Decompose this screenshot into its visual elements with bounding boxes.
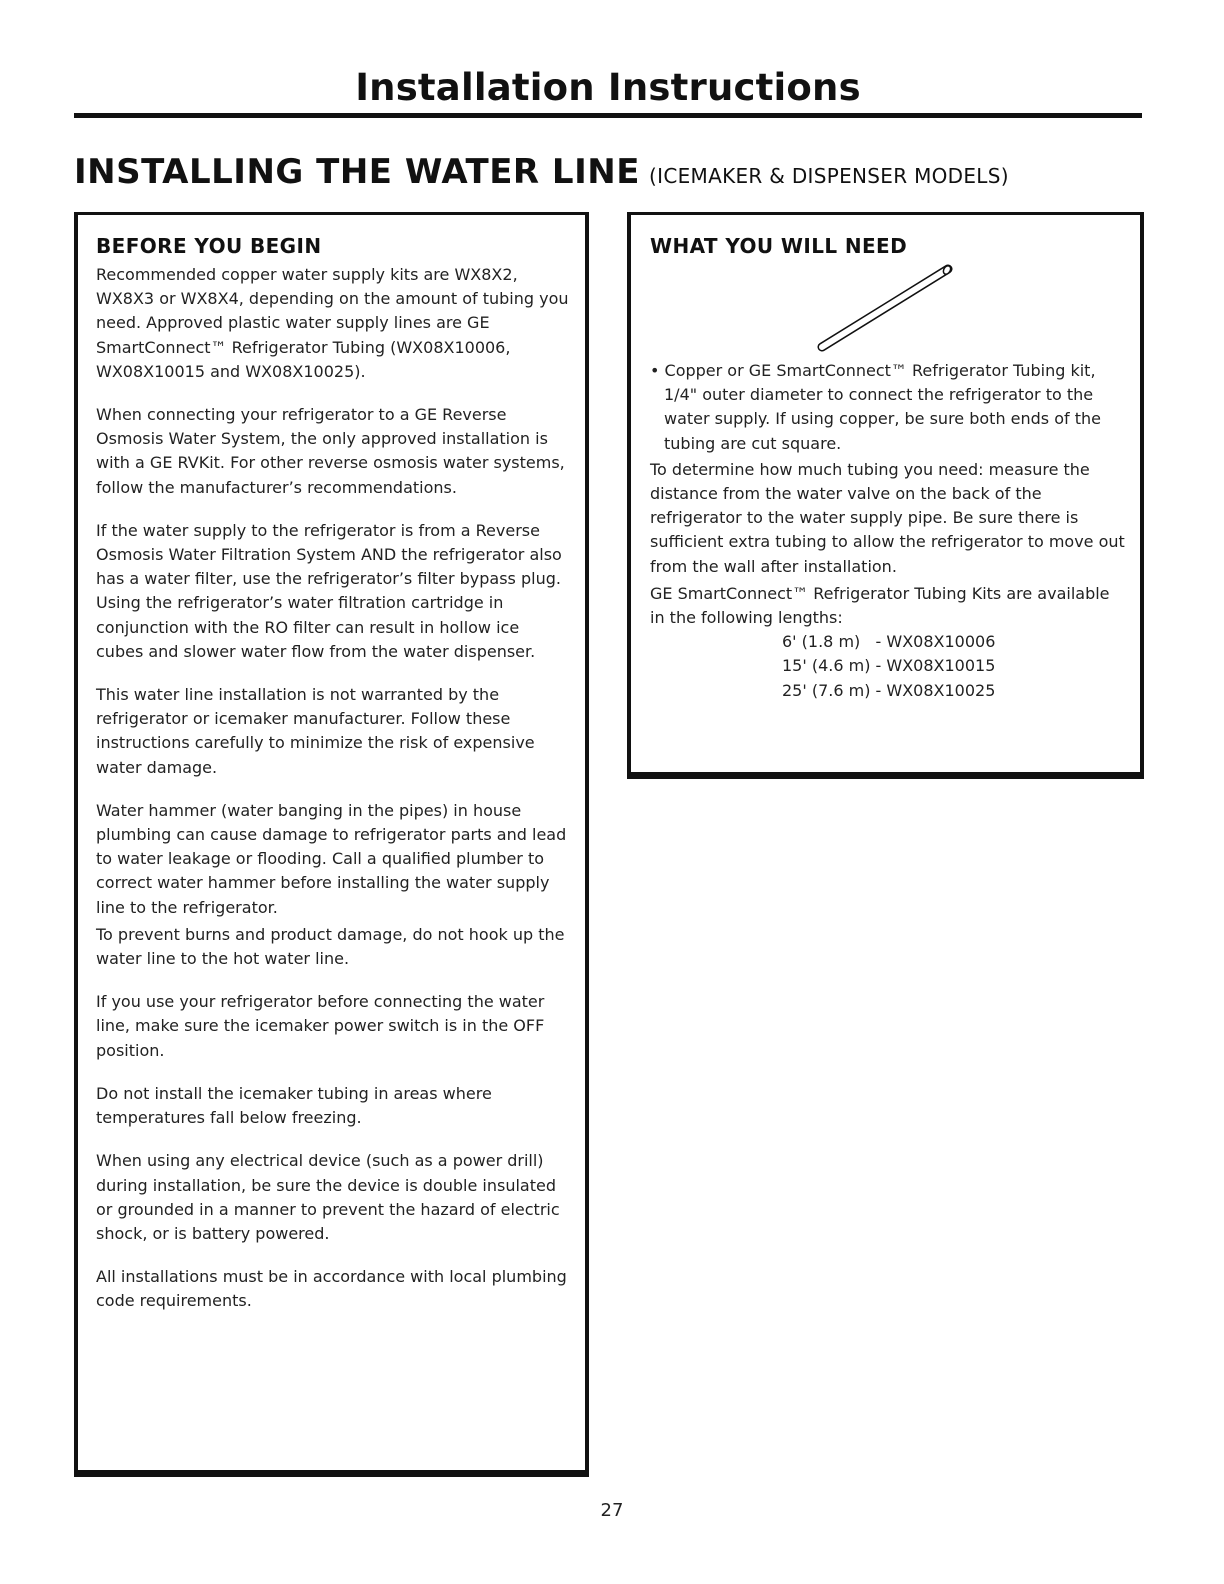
header-rule [74, 113, 1142, 118]
paragraph-filter-bypass: If the water supply to the refrigerator is from a Reverse Osmosis Water Filtration System AND the refrigerator also has a water filter, use the refrigerator’s filter bypass plug. Using the refrigerator’s water filtration cartridge in conjunction with the RO filter can result in hollow ice cubes and slower water flow from the water dispenser. [96, 520, 562, 661]
paragraph-freezing: Do not install the icemaker tubing in areas where temperatures fall below freezing. [96, 1083, 492, 1128]
tubing-illustration [650, 263, 1128, 359]
paragraph-hot-water: To prevent burns and product damage, do not hook up the water line to the hot water line. [96, 924, 565, 969]
paragraph-power-switch: If you use your refrigerator before connecting the water line, make sure the icemaker power switch is in the OFF position. [96, 992, 545, 1060]
paragraph-kit-lengths: GE SmartConnect™ Refrigerator Tubing Kits are available in the following lengths: [650, 583, 1110, 628]
tubing-lengths-list [782, 630, 1128, 703]
paragraph-plumbing-code: All installations must be in accordance with local plumbing code requirements. [96, 1267, 567, 1311]
tubing-length-item: 6' (1.8 m) - WX08X10006 [782, 632, 996, 652]
what-you-will-need-box [627, 212, 1144, 779]
section-title-subtitle: (ICEMAKER & DISPENSER MODELS) [649, 164, 1009, 188]
page-number: 27 [600, 1500, 624, 1521]
paragraph-measure-tubing: To determine how much tubing you need: measure the distance from the water valve on the back of the refrigerator to the water supply pipe. Be sure there is sufficient extra tubing to allow the refrigerator to move out from the wall after installation. [650, 459, 1125, 576]
section-title-main: INSTALLING THE WATER LINE [74, 152, 640, 192]
before-you-begin-title: BEFORE YOU BEGIN [96, 234, 322, 258]
paragraph-water-hammer: Water hammer (water banging in the pipes) in house plumbing can cause damage to refrigerator parts and lead to water leakage or flooding. Call a qualified plumber to correct water hammer before installing the water supply line to the refrigerator. [96, 800, 567, 917]
what-you-will-need-title: WHAT YOU WILL NEED [650, 234, 908, 258]
bullet-tubing-kit: • Copper or GE SmartConnect™ Refrigerator Tubing kit, 1/4" outer diameter to connect the refrigerator to the water supply. If using copper, be sure both ends of the tubing are cut square. [650, 361, 1101, 453]
tubing-length-item: 15' (4.6 m) - WX08X10015 [782, 656, 996, 676]
tubing-icon [810, 259, 960, 359]
paragraph-warranty: This water line installation is not warranted by the refrigerator or icemaker manufacturer. Follow these instructions carefully to minimize the risk of expensive water damage. [96, 685, 535, 777]
tubing-length-item: 25' (7.6 m) - WX08X10025 [782, 680, 996, 700]
section-title [74, 152, 1009, 198]
before-you-begin-box [74, 212, 589, 1477]
paragraph-electrical-device: When using any electrical device (such as a power drill) during installation, be sure the device is double insulated or grounded in a manner to prevent the hazard of electric shock, or is battery powered. [96, 1151, 560, 1243]
paragraph-supply-kits: Recommended copper water supply kits are WX8X2, WX8X3 or WX8X4, depending on the amount of tubing you need. Approved plastic water supply lines are GE SmartConnect™ Refrigerator Tubing (WX08X10006, WX08X10015 and WX08X10025). [96, 265, 569, 381]
paragraph-reverse-osmosis: When connecting your refrigerator to a GE Reverse Osmosis Water System, the only approved installation is with a GE RVKit. For other reverse osmosis water systems, follow the manufacturer’s recommendations. [96, 405, 565, 497]
page-header-title: Installation Instructions [355, 66, 861, 109]
